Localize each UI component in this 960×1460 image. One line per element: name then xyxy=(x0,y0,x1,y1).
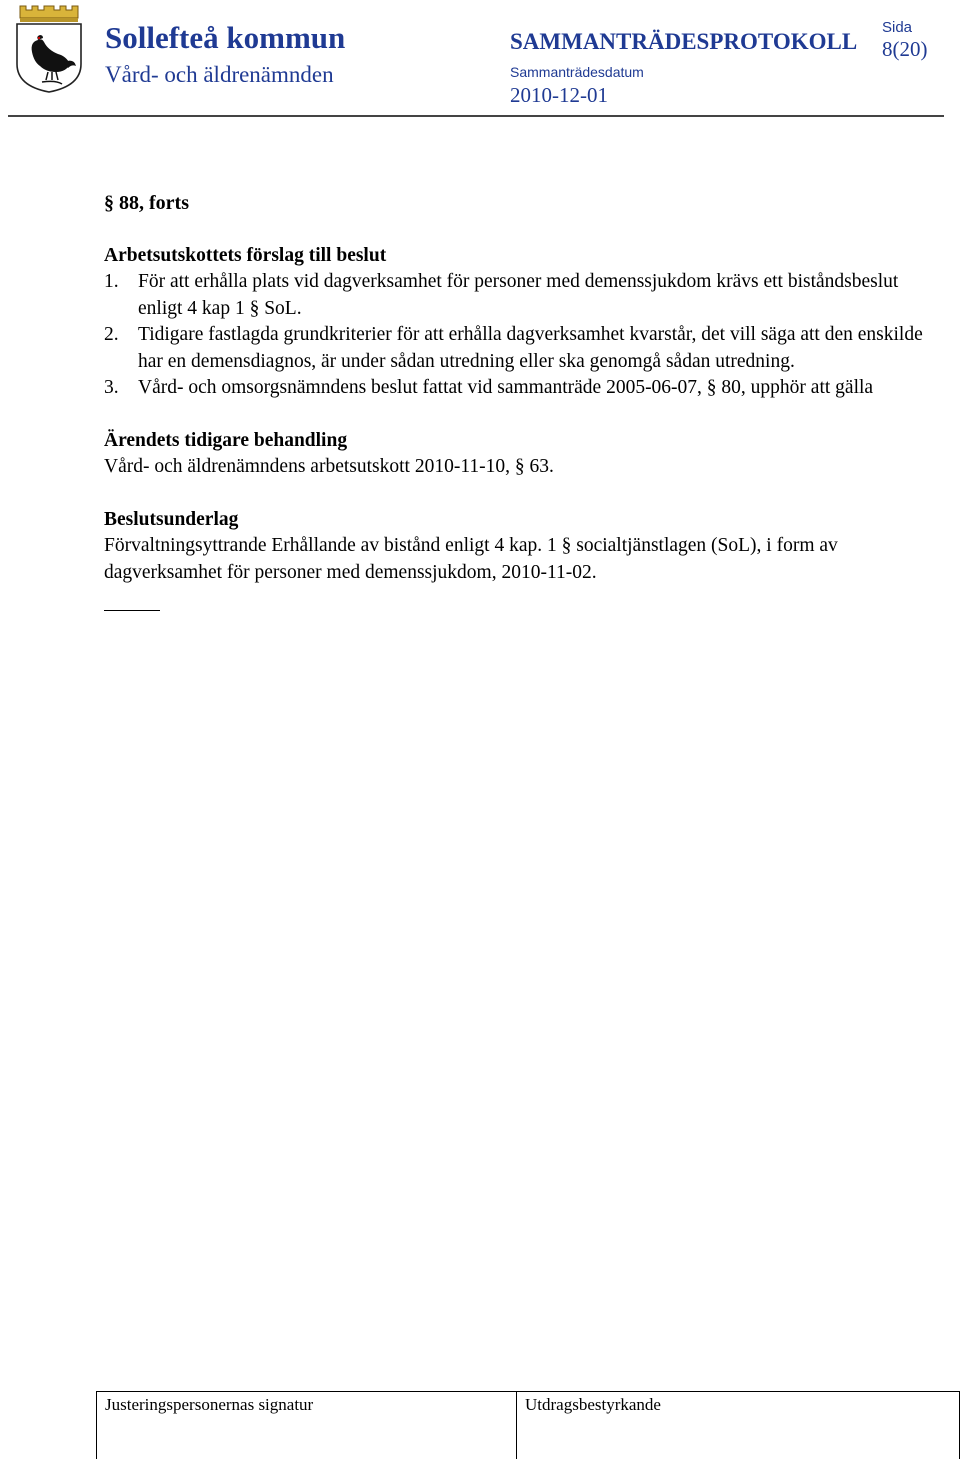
list-item xyxy=(104,269,934,322)
page-number: 8(20) xyxy=(882,37,928,61)
certified-label: Utdragsbestyrkande xyxy=(525,1395,661,1414)
proposal-title: Arbetsutskottets förslag till beslut xyxy=(104,244,387,266)
proposal-list xyxy=(104,269,934,402)
certified-cell xyxy=(517,1392,959,1459)
meeting-date: 2010-12-01 xyxy=(510,83,608,107)
list-number: 3. xyxy=(104,377,119,398)
list-number: 1. xyxy=(104,271,119,292)
list-number: 2. xyxy=(104,324,119,345)
document-type: SAMMANTRÄDESPROTOKOLL xyxy=(510,29,858,54)
coat-of-arms-icon xyxy=(12,2,86,94)
meeting-date-label: Sammanträdesdatum xyxy=(510,64,644,80)
basis-text: Förvaltningsyttrande Erhållande av bistånd enligt 4 kap. 1 § socialtjänstlagen (SoL), i form av dagverksamhet för personer med demenssjukdom, 2010-11-02. xyxy=(104,535,838,583)
signature-table xyxy=(96,1391,960,1459)
page-label: Sida xyxy=(882,19,913,36)
signature-label: Justeringspersonernas signatur xyxy=(105,1395,314,1414)
list-text: Tidigare fastlagda grundkriterier för att erhålla dagverksamhet kvarstår, det vill säga att den enskilde har en demensdiagnos, är under sådan utredning eller ska genomgå sådan utredning. xyxy=(138,324,923,372)
list-item xyxy=(104,322,934,375)
basis-title: Beslutsunderlag xyxy=(104,508,239,530)
list-text: För att erhålla plats vid dagverksamhet för personer med demenssjukdom krävs ett biståndsbeslut enligt 4 kap 1 § SoL. xyxy=(138,271,899,319)
previous-handling-text: Vård- och äldrenämndens arbetsutskott 2010-11-10, § 63. xyxy=(104,456,554,477)
organization-name: Sollefteå kommun xyxy=(105,20,346,55)
previous-handling-title: Ärendets tidigare behandling xyxy=(104,429,348,451)
document-body xyxy=(104,190,934,611)
signature-cell xyxy=(97,1392,517,1459)
header-divider xyxy=(8,115,944,117)
end-rule xyxy=(104,610,160,611)
list-text: Vård- och omsorgsnämndens beslut fattat vid sammanträde 2005-06-07, § 80, upphör att gälla xyxy=(138,377,874,398)
paragraph-heading: § 88, forts xyxy=(104,192,189,214)
board-name: Vård- och äldrenämnden xyxy=(105,62,334,87)
list-item xyxy=(104,375,934,402)
